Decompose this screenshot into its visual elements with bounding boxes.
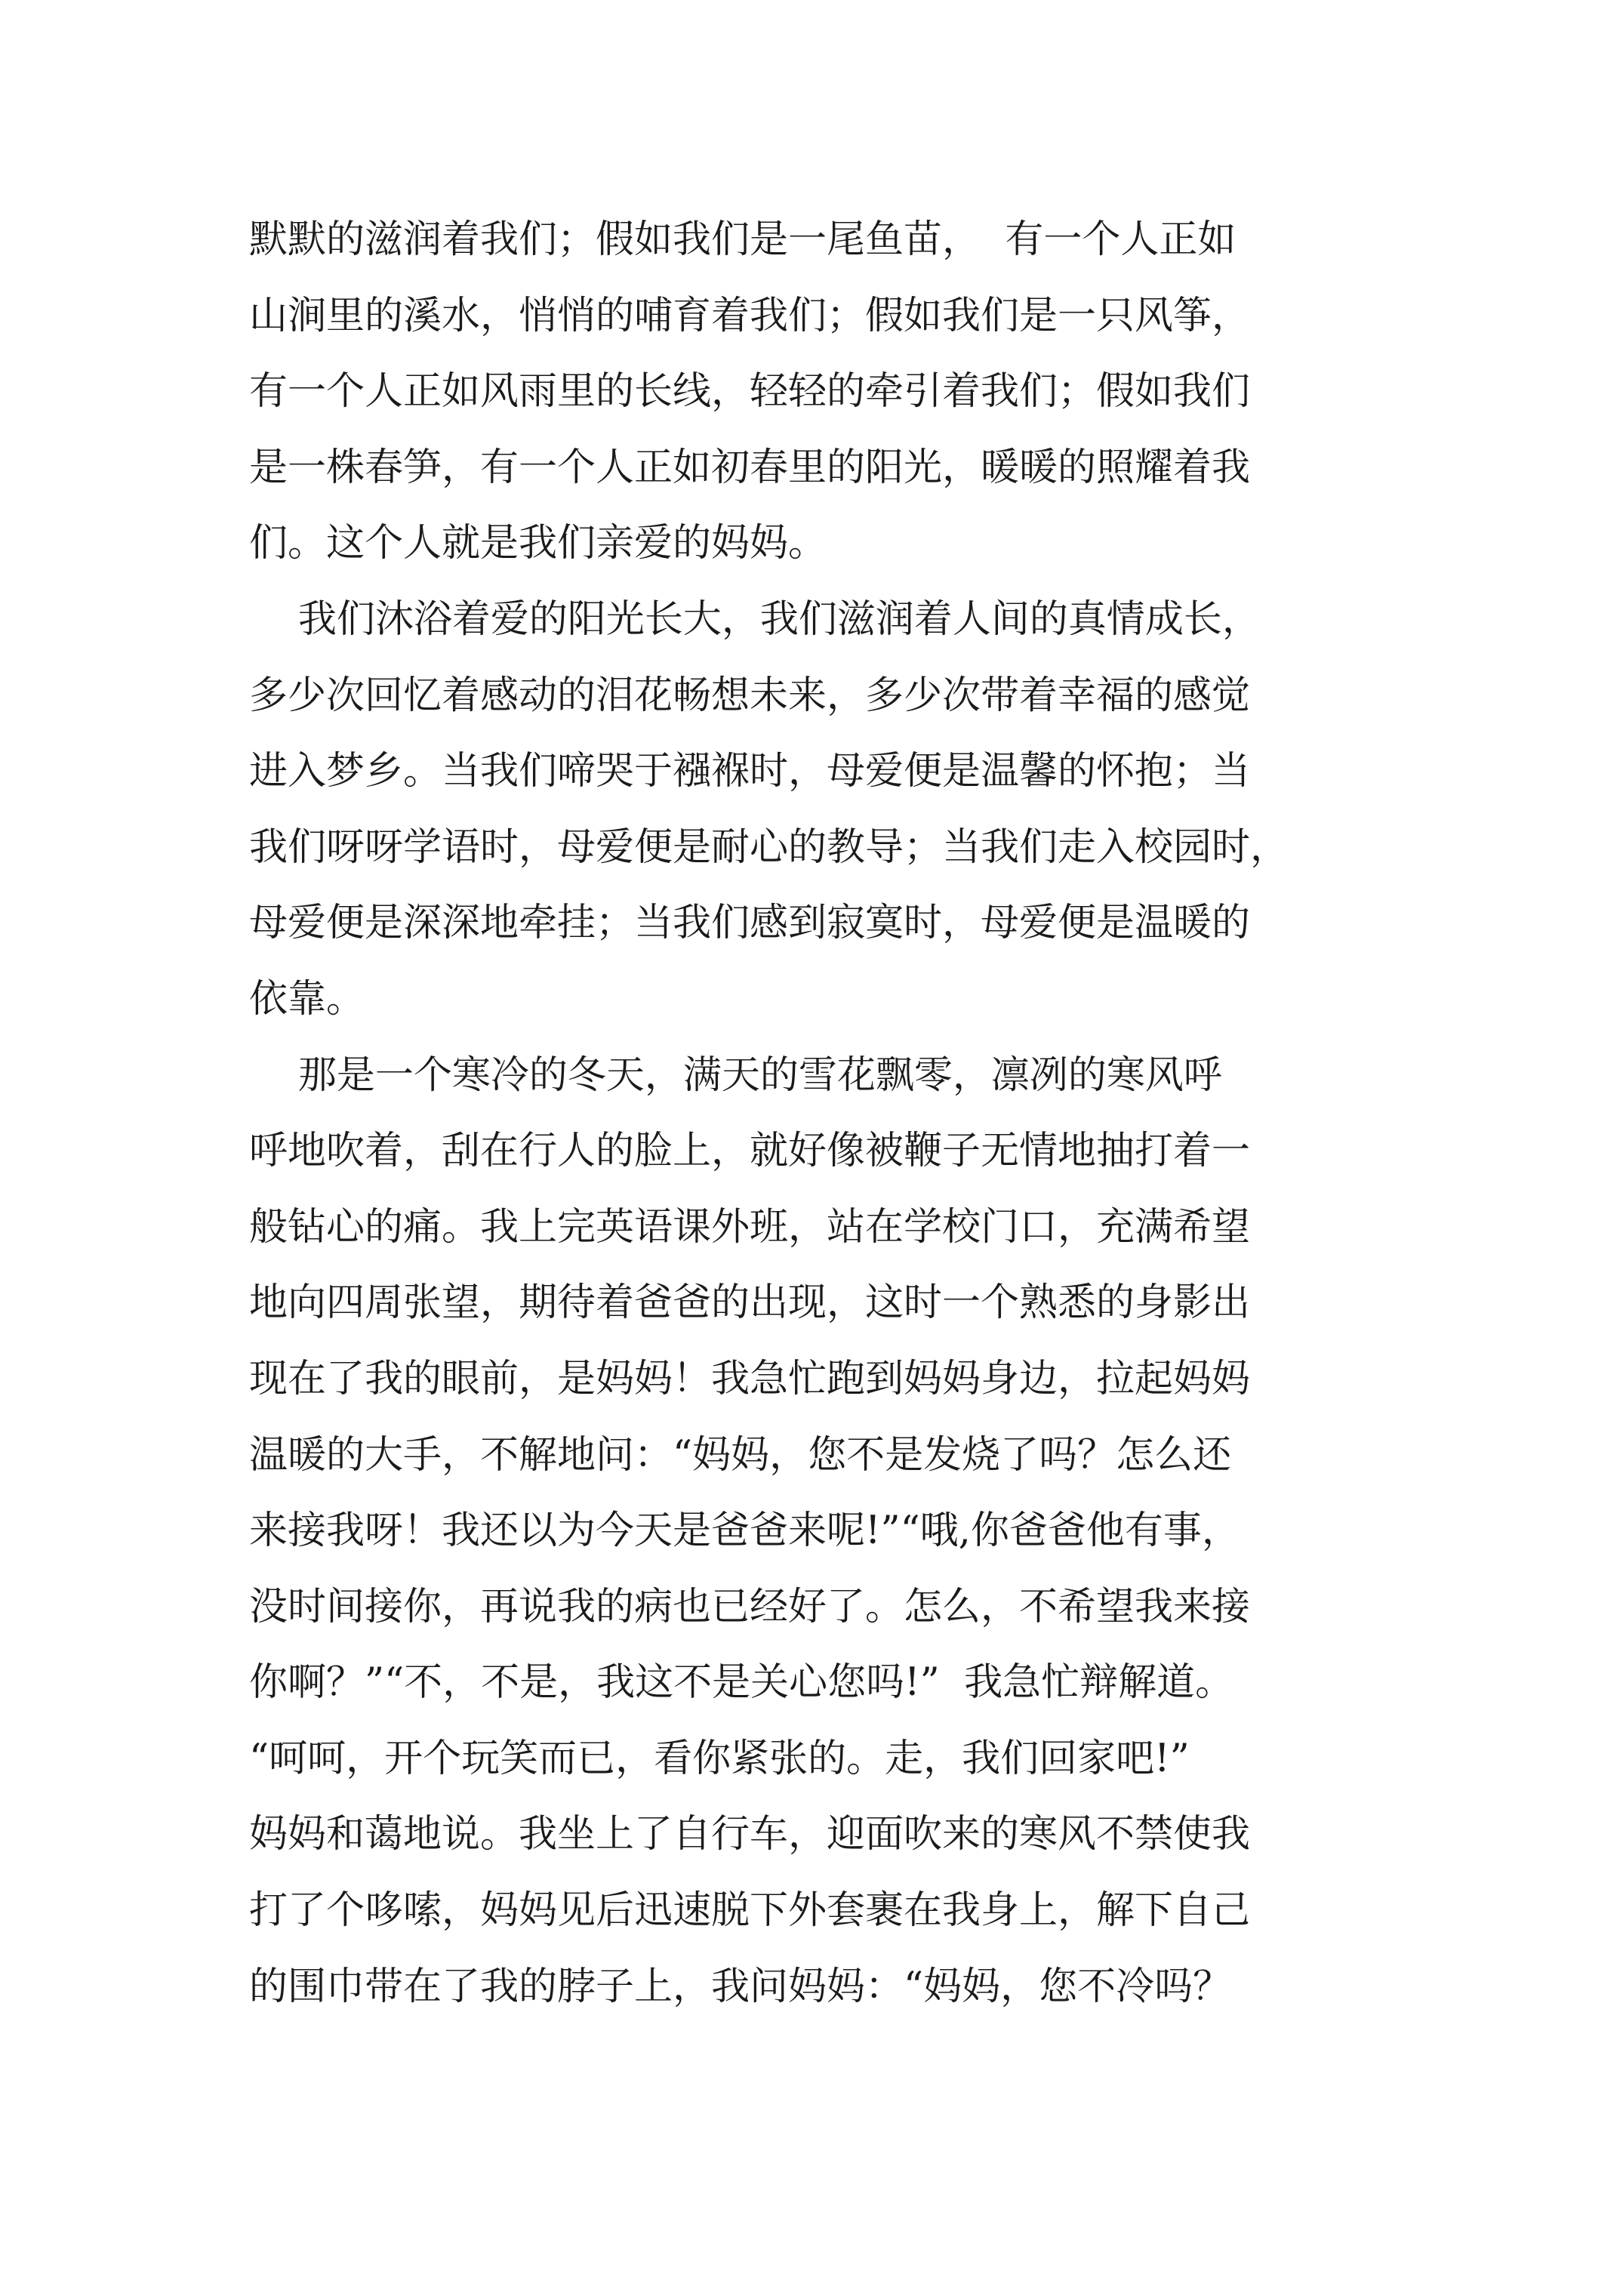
- paragraph-3: [249, 1038, 1427, 2026]
- text-line: 我们沐浴着爱的阳光长大，我们滋润着人间的真情成长，: [249, 596, 1261, 642]
- text-line: 呼地吹着，刮在行人的脸上，就好像被鞭子无情地抽打着一: [249, 1129, 1251, 1174]
- text-line: 来接我呀！我还以为今天是爸爸来呢!”“哦,你爸爸他有事，: [249, 1509, 1240, 1554]
- text-line: 是一株春笋，有一个人正如初春里的阳光，暖暖的照耀着我: [249, 445, 1251, 490]
- text-line: 温暖的大手，不解地问：“妈妈，您不是发烧了吗？怎么还: [249, 1432, 1232, 1478]
- text-line: 进入梦乡。当我们啼哭于襁褓时，母爱便是温馨的怀抱；当: [249, 749, 1251, 794]
- text-line: 地向四周张望，期待着爸爸的出现，这时一个熟悉的身影出: [249, 1281, 1251, 1326]
- text-line: 山涧里的溪水，悄悄的哺育着我们；假如我们是一只风筝，: [249, 293, 1251, 338]
- text-line: 般钻心的痛。我上完英语课外班，站在学校门口，充满希望: [249, 1204, 1251, 1250]
- text-line: 没时间接你，再说我的病也已经好了。怎么，不希望我来接: [249, 1584, 1251, 1629]
- text-line: 那是一个寒冷的冬天，满天的雪花飘零，凛冽的寒风呼: [249, 1052, 1222, 1098]
- text-line: 们。这个人就是我们亲爱的妈妈。: [249, 521, 827, 566]
- body-text: [249, 202, 1427, 2025]
- text-line: 现在了我的眼前，是妈妈！我急忙跑到妈妈身边，拉起妈妈: [249, 1356, 1251, 1401]
- text-line: 母爱便是深深地牵挂；当我们感到寂寞时，母爱便是温暖的: [249, 901, 1251, 946]
- paragraph-2: [249, 582, 1427, 1038]
- text-line: “呵呵，开个玩笑而已，看你紧张的。走，我们回家吧!”: [249, 1736, 1190, 1781]
- text-line: 有一个人正如风雨里的长线，轻轻的牵引着我们；假如我们: [249, 369, 1251, 415]
- text-line: 多少次回忆着感动的泪花畅想未来，多少次带着幸福的感觉: [249, 673, 1251, 718]
- text-line: 默默的滋润着我们；假如我们是一尾鱼苗， 有一个人正如: [249, 217, 1236, 262]
- text-line: 的围巾带在了我的脖子上，我问妈妈：“妈妈，您不冷吗？: [249, 1964, 1232, 2009]
- text-line: 依靠。: [249, 976, 365, 1022]
- text-line: 我们呀呀学语时，母爱便是耐心的教导；当我们走入校园时，: [249, 824, 1289, 870]
- paragraph-1: [249, 202, 1427, 582]
- text-line: 打了个哆嗦，妈妈见后迅速脱下外套裹在我身上，解下自己: [249, 1888, 1251, 1934]
- text-line: 你啊？”“不，不是，我这不是关心您吗!” 我急忙辩解道。: [249, 1660, 1234, 1706]
- text-line: 妈妈和蔼地说。我坐上了自行车，迎面吹来的寒风不禁使我: [249, 1812, 1251, 1857]
